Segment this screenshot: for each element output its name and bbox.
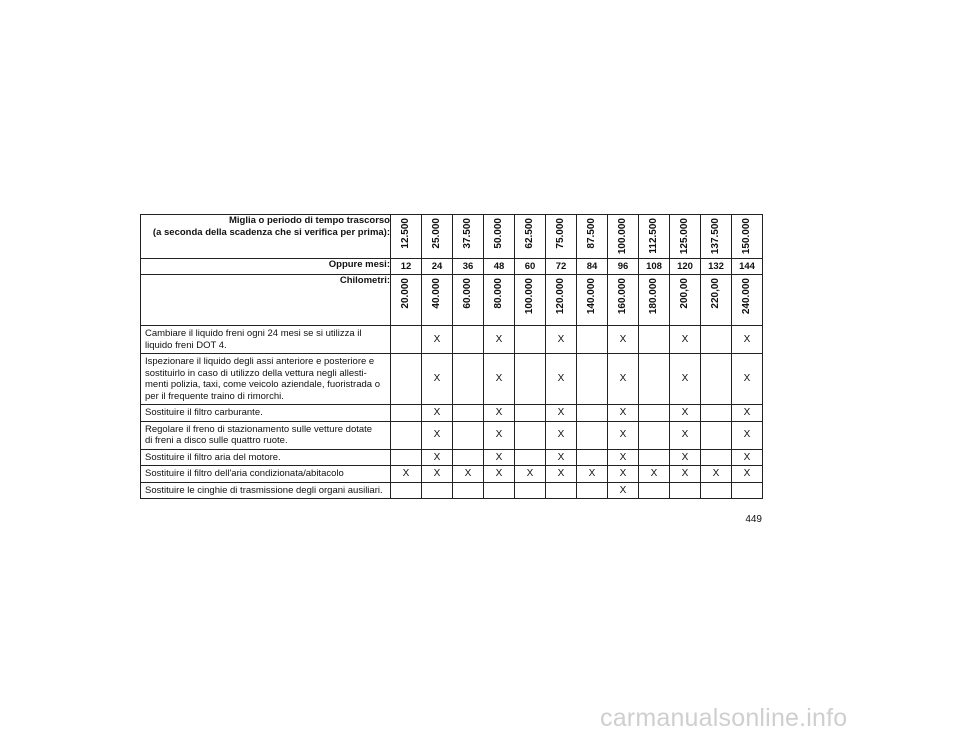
task-mark <box>577 482 608 499</box>
task-mark <box>484 482 515 499</box>
task-mark: X <box>422 354 453 405</box>
task-description-line: Regolare il freno di stazionamento sulle vetture dotate <box>145 423 373 435</box>
task-row <box>141 482 763 499</box>
maintenance-schedule-table <box>140 214 763 499</box>
task-mark <box>422 482 453 499</box>
task-mark: X <box>670 449 701 466</box>
task-mark <box>639 405 670 422</box>
task-mark: X <box>732 466 763 483</box>
miles-cell <box>515 215 546 259</box>
task-mark: X <box>453 466 484 483</box>
km-cell <box>732 275 763 326</box>
km-cell <box>391 275 422 326</box>
task-mark <box>391 326 422 354</box>
task-mark: X <box>608 354 639 405</box>
task-mark: X <box>546 354 577 405</box>
task-mark: X <box>546 326 577 354</box>
task-description <box>141 482 391 499</box>
miles-value: 87.500 <box>586 218 598 249</box>
task-row <box>141 421 763 449</box>
km-value: 60.000 <box>462 278 474 309</box>
km-cell <box>422 275 453 326</box>
task-mark <box>453 326 484 354</box>
task-mark: X <box>670 466 701 483</box>
task-mark <box>639 326 670 354</box>
task-mark: X <box>546 421 577 449</box>
task-mark: X <box>422 326 453 354</box>
task-mark: X <box>608 482 639 499</box>
months-value: 84 <box>577 259 608 275</box>
task-description-line: Sostituire le cinghie di trasmissione degli organi ausiliari. <box>145 484 383 496</box>
task-description <box>141 466 391 483</box>
task-mark <box>391 354 422 405</box>
miles-value: 37.500 <box>462 218 474 249</box>
km-cell <box>608 275 639 326</box>
task-mark <box>515 482 546 499</box>
miles-row-label <box>141 215 391 259</box>
months-value: 48 <box>484 259 515 275</box>
task-mark <box>732 482 763 499</box>
miles-cell <box>577 215 608 259</box>
task-row <box>141 326 763 354</box>
miles-cell <box>608 215 639 259</box>
task-mark <box>639 449 670 466</box>
task-mark: X <box>484 421 515 449</box>
miles-value: 62.500 <box>524 218 536 249</box>
task-mark <box>453 449 484 466</box>
task-mark: X <box>484 466 515 483</box>
task-mark: X <box>670 421 701 449</box>
task-mark <box>515 405 546 422</box>
task-description-line: Sostituire il filtro dell'aria condizionata/abitacolo <box>145 468 344 479</box>
task-row <box>141 449 763 466</box>
task-mark <box>391 449 422 466</box>
km-cell <box>670 275 701 326</box>
task-mark: X <box>608 466 639 483</box>
miles-value: 112.500 <box>648 218 660 254</box>
km-cell <box>546 275 577 326</box>
km-value: 220,00 <box>710 278 722 309</box>
task-mark <box>639 482 670 499</box>
km-cell <box>453 275 484 326</box>
task-mark <box>639 421 670 449</box>
months-value: 36 <box>453 259 484 275</box>
task-mark: X <box>608 405 639 422</box>
km-row-label: Chilometri: <box>141 275 391 326</box>
task-mark <box>577 421 608 449</box>
miles-cell <box>732 215 763 259</box>
task-row <box>141 354 763 405</box>
task-mark <box>391 482 422 499</box>
task-mark: X <box>732 421 763 449</box>
task-mark: X <box>701 466 732 483</box>
miles-label-line2: (a seconda della scadenza che si verifica per prima): <box>152 226 390 238</box>
task-description-line: di freni a disco sulle quattro ruote. <box>145 435 288 446</box>
months-value: 96 <box>608 259 639 275</box>
task-mark: X <box>422 449 453 466</box>
km-cell <box>484 275 515 326</box>
task-row <box>141 405 763 422</box>
km-value: 20.000 <box>400 278 412 309</box>
task-description-line: Sostituire il filtro aria del motore. <box>145 451 281 463</box>
task-mark <box>515 421 546 449</box>
page-number: 449 <box>745 514 762 525</box>
months-value: 60 <box>515 259 546 275</box>
miles-value: 12.500 <box>400 218 412 249</box>
task-description <box>141 354 391 405</box>
task-description <box>141 326 391 354</box>
task-mark <box>391 405 422 422</box>
miles-value: 137.500 <box>710 218 722 255</box>
miles-value: 125.000 <box>679 218 691 255</box>
task-mark <box>701 482 732 499</box>
task-mark <box>670 482 701 499</box>
km-value: 40.000 <box>431 278 443 309</box>
task-mark: X <box>484 354 515 405</box>
task-mark: X <box>732 326 763 354</box>
task-description <box>141 421 391 449</box>
miles-cell <box>484 215 515 259</box>
task-mark <box>701 354 732 405</box>
task-mark <box>453 354 484 405</box>
task-mark <box>639 354 670 405</box>
task-mark <box>577 326 608 354</box>
months-value: 144 <box>732 259 763 275</box>
task-description <box>141 405 391 422</box>
task-mark <box>701 421 732 449</box>
task-mark: X <box>608 326 639 354</box>
task-mark <box>453 482 484 499</box>
miles-value: 75.000 <box>555 218 567 249</box>
task-mark: X <box>546 466 577 483</box>
miles-cell <box>453 215 484 259</box>
miles-cell <box>391 215 422 259</box>
task-description-line: Sostituire il filtro carburante. <box>145 407 263 418</box>
task-mark: X <box>515 466 546 483</box>
months-value: 120 <box>670 259 701 275</box>
task-description-line: menti polizia, taxi, come veicolo aziendale, fuoristrada o <box>145 379 380 390</box>
task-mark <box>391 421 422 449</box>
task-description-line: sostituirlo in caso di utilizzo della vettura negli allesti- <box>145 367 367 379</box>
task-mark <box>701 326 732 354</box>
task-mark <box>701 405 732 422</box>
task-mark: X <box>608 421 639 449</box>
km-cell <box>639 275 670 326</box>
task-mark: X <box>732 449 763 466</box>
months-row-label: Oppure mesi: <box>141 259 391 275</box>
miles-cell <box>546 215 577 259</box>
task-mark: X <box>732 354 763 405</box>
task-mark: X <box>670 326 701 354</box>
task-mark: X <box>608 449 639 466</box>
task-mark: X <box>732 405 763 422</box>
task-mark: X <box>484 405 515 422</box>
task-mark <box>515 354 546 405</box>
months-value: 72 <box>546 259 577 275</box>
task-mark: X <box>546 449 577 466</box>
miles-value: 150.000 <box>741 218 753 255</box>
km-value: 120.000 <box>555 278 567 315</box>
task-mark: X <box>546 405 577 422</box>
task-mark: X <box>670 354 701 405</box>
task-description <box>141 449 391 466</box>
task-mark <box>453 421 484 449</box>
km-value: 80.000 <box>493 278 505 309</box>
task-mark <box>577 405 608 422</box>
km-value: 180.000 <box>648 278 660 315</box>
miles-value: 100.000 <box>617 218 629 255</box>
task-mark <box>701 449 732 466</box>
km-value: 240.000 <box>741 278 753 315</box>
task-mark <box>515 326 546 354</box>
task-mark: X <box>484 326 515 354</box>
months-value: 108 <box>639 259 670 275</box>
months-row <box>141 259 763 275</box>
months-value: 132 <box>701 259 732 275</box>
task-mark <box>546 482 577 499</box>
km-cell <box>577 275 608 326</box>
miles-cell <box>670 215 701 259</box>
task-mark: X <box>391 466 422 483</box>
km-row <box>141 275 763 326</box>
km-value: 140.000 <box>586 278 598 315</box>
task-mark: X <box>577 466 608 483</box>
months-value: 24 <box>422 259 453 275</box>
miles-cell <box>639 215 670 259</box>
months-value: 12 <box>391 259 422 275</box>
watermark: carmanualsonline.info <box>600 704 848 732</box>
task-mark <box>453 405 484 422</box>
task-description-line: Ispezionare il liquido degli assi anteriore e posteriore e <box>145 356 375 367</box>
task-description-line: liquido freni DOT 4. <box>145 339 227 351</box>
miles-cell <box>701 215 732 259</box>
task-mark <box>515 449 546 466</box>
miles-label-line1: Miglia o periodo di tempo trascorso <box>229 215 390 226</box>
task-mark <box>577 354 608 405</box>
task-mark: X <box>422 421 453 449</box>
miles-cell <box>422 215 453 259</box>
km-value: 100.000 <box>524 278 536 315</box>
km-value: 200,00 <box>679 278 691 309</box>
task-mark: X <box>670 405 701 422</box>
miles-value: 25.000 <box>431 218 443 249</box>
task-mark: X <box>422 405 453 422</box>
task-description-line: Cambiare il liquido freni ogni 24 mesi se si utilizza il <box>145 328 362 339</box>
km-cell <box>515 275 546 326</box>
task-mark: X <box>639 466 670 483</box>
km-value: 160.000 <box>617 278 629 315</box>
task-mark: X <box>422 466 453 483</box>
miles-row <box>141 215 763 259</box>
task-description-line: per il frequente traino di rimorchi. <box>145 390 284 402</box>
task-mark: X <box>484 449 515 466</box>
km-cell <box>701 275 732 326</box>
miles-value: 50.000 <box>493 218 505 249</box>
task-mark <box>577 449 608 466</box>
task-row <box>141 466 763 483</box>
